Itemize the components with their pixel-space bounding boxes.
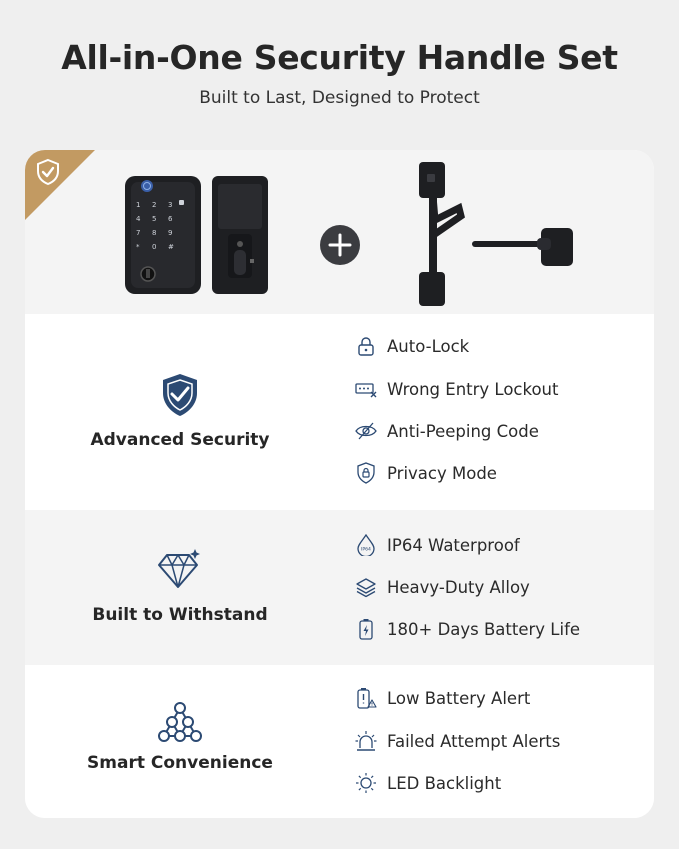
section-label: Built to Withstand <box>92 605 268 625</box>
section-built-to-withstand <box>25 510 654 665</box>
svg-text:#: # <box>168 243 174 251</box>
door-handle-image <box>405 160 475 308</box>
sun-icon <box>355 772 377 794</box>
svg-text:2: 2 <box>152 201 157 209</box>
feature-label: Low Battery Alert <box>387 688 531 708</box>
ip64-icon-text: IP64 <box>361 547 371 553</box>
svg-text:8: 8 <box>152 229 157 237</box>
feature-label: 180+ Days Battery Life <box>387 619 581 639</box>
low-battery-alert-icon <box>355 687 377 709</box>
padlock-icon <box>355 335 377 357</box>
feature-label: LED Backlight <box>387 773 502 793</box>
feature-low-battery-alert <box>355 685 530 711</box>
feature-label: Failed Attempt Alerts <box>387 731 561 751</box>
smart-lock-front-image <box>123 174 203 296</box>
network-nodes-icon <box>158 701 202 743</box>
plus-icon <box>319 224 361 266</box>
eye-slash-icon <box>355 420 377 442</box>
svg-text:7: 7 <box>136 229 141 237</box>
svg-text:0: 0 <box>152 243 157 251</box>
smart-lock-back-image <box>210 174 270 296</box>
alarm-light-icon <box>355 730 377 752</box>
section-advanced-security <box>25 314 654 510</box>
feature-auto-lock <box>355 333 469 359</box>
feature-wrong-entry-lockout <box>355 376 558 402</box>
feature-anti-peeping-code <box>355 418 539 444</box>
door-lever-image <box>471 224 577 270</box>
svg-text:5: 5 <box>152 215 157 223</box>
section-label: Smart Convenience <box>87 753 273 773</box>
layers-icon <box>355 576 377 598</box>
page-subtitle: Built to Last, Designed to Protect <box>199 88 480 108</box>
feature-failed-attempt-alerts <box>355 728 560 754</box>
feature-label: Anti-Peeping Code <box>387 421 539 441</box>
shield-lock-icon <box>355 462 377 484</box>
svg-text:6: 6 <box>168 215 173 223</box>
svg-text:1: 1 <box>136 201 141 209</box>
keypad-x-icon <box>355 378 377 400</box>
section-smart-convenience <box>25 665 654 818</box>
feature-privacy-mode <box>355 460 497 486</box>
feature-label: IP64 Waterproof <box>387 535 520 555</box>
battery-icon <box>355 618 377 640</box>
shield-check-icon <box>35 158 61 186</box>
product-card <box>25 150 654 818</box>
feature-label: Auto-Lock <box>387 336 470 356</box>
section-label: Advanced Security <box>90 430 270 450</box>
page-title: All-in-One Security Handle Set <box>61 38 618 77</box>
svg-text:*: * <box>136 243 140 251</box>
shield-check-icon <box>159 372 201 418</box>
diamond-icon <box>155 547 205 593</box>
ip64-droplet-icon <box>355 534 377 556</box>
feature-led-backlight <box>355 770 501 796</box>
product-hero <box>25 150 654 314</box>
svg-text:4: 4 <box>136 215 141 223</box>
svg-text:9: 9 <box>168 229 173 237</box>
feature-label: Wrong Entry Lockout <box>387 379 559 399</box>
feature-battery-life <box>355 616 580 642</box>
feature-label: Heavy-Duty Alloy <box>387 577 530 597</box>
feature-waterproof <box>355 532 520 558</box>
svg-text:3: 3 <box>168 201 173 209</box>
feature-heavy-duty-alloy <box>355 574 530 600</box>
feature-label: Privacy Mode <box>387 463 497 483</box>
